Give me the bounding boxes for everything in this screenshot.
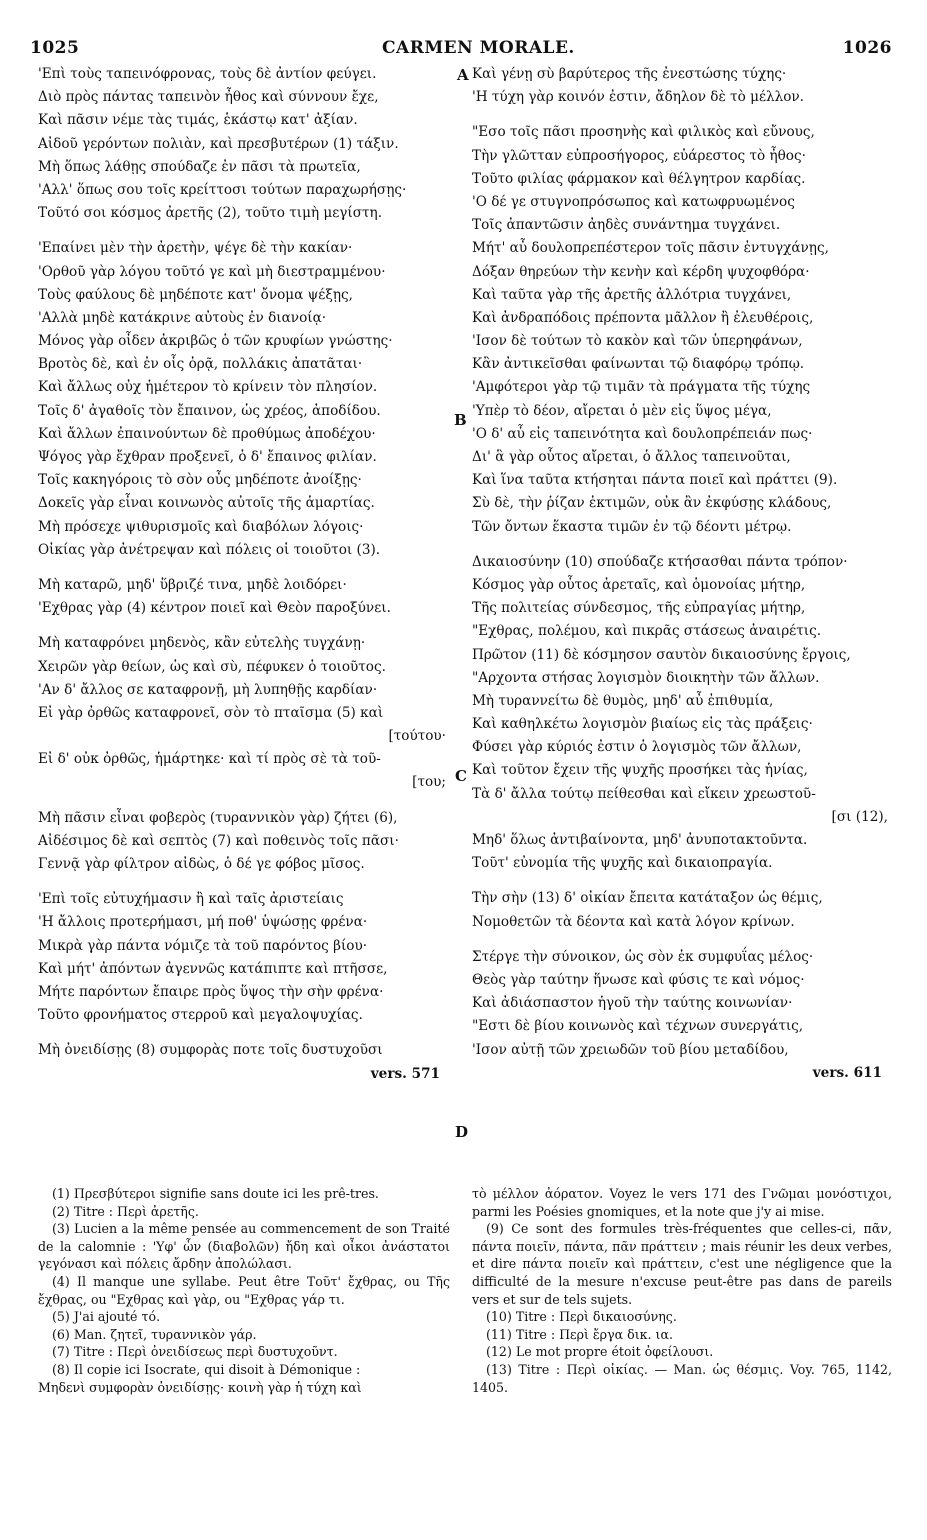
right-page-number: 1026 (842, 38, 892, 58)
verse-line: Μὴ καταφρόνει μηδενὸς, κἂν εὐτελὴς τυγχάνῃ· (38, 635, 366, 652)
footnote: (2) Titre : Περὶ ἀρετῆς. (52, 1203, 199, 1219)
margin-letter-b: B (454, 411, 467, 429)
verse-line: Κἂν ἀντικεῖσθαι φαίνωνται τῷ διαφόρῳ τρόπῳ. (472, 356, 805, 373)
verse-line: Οἰκίας γὰρ ἀνέτρεψαν καὶ πόλεις οἱ τοιοῦτοι (3). (38, 541, 381, 558)
footnote: (4) Il manque une syllabe. Peut être Τοῦτ' ἔχθρας, ou Τῆς ἔχθρας, ou "Εχθρας καὶ γὰρ, ou "Εχθρας γάρ τι. (38, 1273, 450, 1307)
verse-line: Καὶ ταῦτα γὰρ τῆς ἀρετῆς ἀλλότρια τυγχάνει, (472, 286, 792, 303)
verse-line: Δοκεῖς γὰρ εἶναι κοινωνὸς αὐτοῖς τῆς ἁμαρτίας. (38, 495, 375, 512)
verse-line: 'Ο δ' αὖ εἰς ταπεινότητα καὶ δουλοπρέπειάν πως· (472, 425, 813, 442)
verse-line: Μήτε παρόντων ἔπαιρε πρὸς ὕψος τὴν σὴν φρένα· (38, 983, 384, 1000)
verse-line: "Αρχοντα στήσας λογισμὸν διοικητὴν τῶν ἄλλων. (472, 669, 820, 686)
verse-line: Αἰδέσιμος δὲ καὶ σεπτὸς (7) καὶ ποθεινὸς τοῖς πᾶσι· (38, 832, 399, 849)
verse-line: Μὴ τυραννείτω δὲ θυμὸς, μηδ' αὖ ἐπιθυμία, (472, 692, 774, 709)
verse-line: Εἰ γὰρ ὀρθῶς καταφρονεῖ, σὸν τὸ πταῖσμα (5) καὶ (38, 704, 384, 721)
verse-line: Δόξαν θηρεύων τὴν κενὴν καὶ κέρδη ψυχοφθόρα· (472, 263, 810, 280)
verse-line: Μὴ πρόσεχε ψιθυρισμοῖς καὶ διαβόλων λόγοις· (38, 518, 364, 535)
verse-line: Τὰ δ' ἄλλα τούτῳ πείθεσθαι καὶ εἴκειν χρεωστοῦ- (472, 785, 816, 802)
verse-line: Καὶ ἄλλως οὐχ ἡμέτερον τὸ κρίνειν τὸν πλησίον. (38, 379, 378, 396)
footnote: (10) Titre : Περὶ δικαιοσύνης. (486, 1309, 677, 1325)
footnote: (7) Titre : Περὶ ὀνειδίσεως περὶ δυστυχοῦντ. (52, 1344, 338, 1360)
stanza (472, 551, 892, 876)
verse-line: Μὴ πᾶσιν εἶναι φοβερὸς (τυραννικὸν γὰρ) ζήτει (6), (38, 809, 398, 826)
verse-line: 'Επαίνει μὲν τὴν ἀρετὴν, ψέγε δὲ τὴν κακίαν· (38, 240, 353, 257)
footnote-continuation: τὸ μέλλον ἀόρατον. Voyez le vers 171 des Γνῶμαι μονόστιχοι, parmi les Poésies gnomiques, et la note que j'y ai mise. (472, 1186, 892, 1219)
footnote: (9) Ce sont des formules très-fréquentes que celles-ci, πᾶν, πάντα ποιεῖν, πάντα, πᾶν πράττειν ; mais réunir les deux verbes, et dire πάντα ποιεῖν καὶ πράττειν, c'est une négligence que la difficulté de la mesure n'excuse peut-être pas dans de pareils vers et sur de tels sujets. (472, 1221, 892, 1307)
verse-line: Δικαιοσύνην (10) σπούδαζε κτήσασθαι πάντα τρόπον· (472, 553, 848, 570)
stanza (472, 946, 892, 1062)
footnote: (12) Le mot propre étoit ὀφείλουσι. (486, 1344, 714, 1360)
verse-line: Μὴ καταρῶ, μηδ' ὕβριζέ τινα, μηδὲ λοιδόρει· (38, 576, 347, 593)
verse-line: Καὶ γένῃ σὺ βαρύτερος τῆς ἐνεστώσης τύχης· (472, 66, 787, 82)
stanza (472, 63, 892, 109)
footnotes-right (472, 1185, 892, 1396)
verse-line: Καὶ ἀδιάσπαστον ἡγοῦ τὴν ταύτης κοινωνίαν· (472, 995, 793, 1012)
margin-letter-c: C (455, 767, 467, 785)
verse-line: Καὶ ἄλλων ἐπαινούντων δὲ προθύμως ἀποδέχου· (38, 425, 376, 442)
verse-line: Μικρὰ γὰρ πάντα νόμιζε τὰ τοῦ παρόντος βίου· (38, 937, 368, 954)
verse-line: Νομοθετῶν τὰ δέοντα καὶ κατὰ λόγον κρίνων. (472, 913, 795, 930)
verse-line: Μὴ ὅπως λάθῃς σπούδαζε ἐν πᾶσι τὰ πρωτεῖα, (38, 158, 361, 175)
footnotes-left (38, 1185, 450, 1396)
footnote-continuation: Μηδενὶ συμφορὰν ὀνειδίσῃς· κοινὴ γὰρ ἡ τύχη καὶ (38, 1379, 362, 1395)
verse-line: Τὴν γλῶτταν εὐπροσήγορος, εὐάρεστος τὸ ἦθος· (472, 147, 806, 164)
verse-line: Γεννᾷ γὰρ φίλτρον αἰδὼς, ὁ δέ γε φόβος μῖσος. (38, 856, 365, 872)
footnote: (13) Titre : Περὶ οἰκίας. — Man. ὡς θέσμις. Voy. 765, 1142, 1405. (472, 1361, 892, 1395)
running-header (30, 38, 892, 60)
verse-line: Στέργε τὴν σύνοικον, ὡς σὸν ἐκ συμφυΐας μέλος· (472, 948, 814, 965)
verse-line: Τοῖς δ' ἀγαθοῖς τὸν ἔπαινον, ὡς χρέος, ἀποδίδου. (38, 402, 381, 419)
verse-line: Καὶ καθηλκέτω λογισμὸν βιαίως εἰς τὰς πράξεις· (472, 716, 813, 733)
verse-line: 'Επὶ τοὺς ταπεινόφρονας, τοὺς δὲ ἀντίον φεύγει. (38, 66, 377, 82)
verse-line: Αἰδοῦ γερόντων πολιὰν, καὶ πρεσβυτέρων (1) τάξιν. (38, 135, 399, 152)
verse-line: Κόσμος γὰρ οὗτος ἀρεταῖς, καὶ ὁμονοίας μήτηρ, (472, 576, 806, 593)
verse-line: Χειρῶν γὰρ θείων, ὡς καὶ σὺ, πέφυκεν ὁ τοιοῦτος. (38, 658, 386, 675)
stanza (38, 63, 450, 225)
footnote: (11) Titre : Περὶ ἔργα δικ. ια. (486, 1326, 673, 1342)
verse-line: Τοῦτο φιλίας φάρμακον καὶ θέλγητρον καρδίας. (472, 170, 806, 187)
verse-line: "Εχθρας, πολέμου, καὶ πικρᾶς στάσεως ἀναιρέτις. (472, 623, 822, 640)
verse-line: Τῶν ὄντων ἕκαστα τιμῶν ἐν τῷ δέοντι μέτρῳ. (472, 518, 792, 535)
verse-line: 'Η τύχη γὰρ κοινόν ἐστιν, ἄδηλον δὲ τὸ μέλλον. (472, 89, 804, 106)
verse-line: Σὺ δὲ, τὴν ῥίζαν ἐκτιμῶν, οὐκ ἂν ἐκφύσῃς κλάδους, (472, 495, 832, 512)
page-title: CARMEN MORALE. (382, 38, 575, 58)
verse-line: Καὶ τοῦτον ἔχειν τῆς ψυχῆς προσήκει τὰς ἡνίας, (472, 762, 808, 779)
stanza (38, 574, 450, 620)
verse-line: Μήτ' αὖ δουλοπρεπέστερον τοῖς πᾶσιν ἐντυγχάνῃς, (472, 240, 829, 257)
footnote: (6) Man. ζητεῖ, τυραννικὸν γάρ. (52, 1326, 257, 1342)
footnote: (5) J'ai ajouté τό. (52, 1309, 161, 1325)
verse-line: 'Η ἄλλοις προτερήμασι, μή ποθ' ὑψώσῃς φρένα· (38, 914, 368, 931)
footnote: (3) Lucien a la même pensée au commencement de son Traité de la calomnie : 'Υφ' ὧν (διαβολῶν) ἤδη καὶ οἶκοι ἀνάστατοι γεγόνασι καὶ πόλεις ἄρδην ἀπολώλασι. (38, 1221, 450, 1272)
verse-line: Διὸ πρὸς πάντας ταπεινὸν ἦθος καὶ σύννουν ἔχε, (38, 89, 379, 106)
verse-line: Θεὸς γὰρ ταύτην ἥνωσε καὶ φύσις τε καὶ νόμος· (472, 971, 805, 988)
verse-line: 'Ισον δὲ τούτων τὸ κακὸν καὶ τῶν ὑπερηφάνων, (472, 333, 803, 350)
verse-line: Τοῖς ἀπαντῶσιν ἀηδὲς συνάντημα τυγχάνει. (472, 217, 781, 234)
margin-letter-d: D (455, 1123, 469, 1141)
verse-line: Πρῶτον (11) δὲ κόσμησον σαυτὸν δικαιοσύνης ἔργοις, (472, 646, 851, 663)
verse-count: vers. 571 (370, 1065, 440, 1082)
verse-line: Τοῦτ' εὐνομία τῆς ψυχῆς καὶ δικαιοπραγία. (472, 855, 773, 872)
stanza (472, 887, 892, 933)
verse-line: "Εσο τοῖς πᾶσι προσηνὴς καὶ φιλικὸς καὶ εὔνους, (472, 124, 815, 141)
verse-line: 'Αλλ' ὅπως σου τοῖς κρείττοσι τούτων παραχωρήσῃς· (38, 181, 407, 198)
footnote: (8) Il copie ici Isocrate, qui disoit à Démonique : (52, 1361, 361, 1377)
verse-line: Καὶ ἀνδραπόδοις πρέποντα μᾶλλον ἢ ἐλευθέροις, (472, 309, 814, 326)
left-column (38, 63, 450, 1086)
verse-line: 'Ο δέ γε στυγνοπρόσωπος καὶ κατωφρυωμένος (472, 193, 795, 210)
verse-line: 'Επὶ τοῖς εὐτυχήμασιν ἢ καὶ ταῖς ἀριστείαις (38, 891, 344, 908)
stanza (38, 1039, 450, 1062)
verse-line: Βροτὸς δὲ, καὶ ἐν οἷς ὁρᾷ, πολλάκις ἀπατᾶται· (38, 356, 363, 373)
stanza (38, 632, 450, 794)
verse-line: Καὶ μήτ' ἀπόντων ἀγεννῶς κατάπιπτε καὶ πτῆσσε, (38, 960, 388, 977)
verse-line: Φύσει γὰρ κύριός ἐστιν ὁ λογισμὸς τῶν ἄλλων, (472, 739, 802, 756)
verse-count: vers. 611 (812, 1064, 882, 1081)
verse-line: 'Υπὲρ τὸ δέον, αἴρεται ὁ μὲν εἰς ὕψος μέγα, (472, 402, 772, 419)
verse-line: Καὶ πᾶσιν νέμε τὰς τιμάς, ἑκάστῳ κατ' ἀξίαν. (38, 112, 358, 129)
verse-line: Μηδ' ὅλως ἀντιβαίνοντα, μηδ' ἀνυποτακτοῦντα. (472, 832, 808, 848)
verse-line-continuation: [τούτου· (388, 728, 446, 745)
stanza (38, 237, 450, 562)
left-page-number: 1025 (30, 38, 80, 58)
verse-line: Μόνος γὰρ οἶδεν ἀκριβῶς ὁ τῶν κρυφίων γνώστης· (38, 333, 393, 350)
verse-line: Μὴ ὀνειδίσῃς (8) συμφορὰς ποτε τοῖς δυστυχοῦσι (38, 1042, 383, 1059)
verse-line: Δι' ἃ γὰρ οὗτος αἴρεται, ὁ ἄλλος ταπεινοῦται, (472, 449, 791, 465)
stanza (38, 888, 450, 1027)
verse-line: Εἰ δ' οὐκ ὀρθῶς, ἡμάρτηκε· καὶ τί πρὸς σὲ τὰ τοῦ- (38, 751, 381, 768)
right-column (472, 63, 892, 1085)
footnote: (1) Πρεσβύτεροι signifie sans doute ici les prê-tres. (52, 1186, 379, 1201)
verse-line: 'Ορθοῦ γὰρ λόγου τοῦτό γε καὶ μὴ διεστραμμένου· (38, 263, 386, 280)
verse-line: Τοῦτό σοι κόσμος ἀρετῆς (2), τοῦτο τιμὴ μεγίστη. (38, 205, 383, 222)
verse-line: Καὶ ἵνα ταῦτα κτήσηται πάντα ποιεῖ καὶ πράττει (9). (472, 472, 838, 489)
verse-line: Ψόγος γὰρ ἔχθραν προξενεῖ, ὁ δ' ἔπαινος φιλίαν. (38, 449, 377, 465)
verse-line: Τοὺς φαύλους δὲ μηδέποτε κατ' ὄνομα ψέξῃς, (38, 286, 353, 303)
verse-line: 'Ισον αὐτῇ τῶν χρειωδῶν τοῦ βίου μεταδίδου, (472, 1041, 789, 1058)
stanza (38, 807, 450, 877)
verse-line: "Εστι δὲ βίου κοινωνὸς καὶ τέχνων συνεργάτις, (472, 1018, 804, 1035)
verse-line: 'Εχθρας γὰρ (4) κέντρον ποιεῖ καὶ Θεὸν παροξύνει. (38, 600, 391, 617)
verse-line: Τὴν σὴν (13) δ' οἰκίαν ἔπειτα κατάταξον ὡς θέμις, (472, 890, 823, 907)
verse-line: 'Αλλὰ μηδὲ κατάκρινε αὐτοὺς ἐν διανοίᾳ· (38, 309, 327, 326)
verse-line: Τοῖς κακηγόροις τὸ σὸν οὖς μηδέποτε ἀνοίξῃς· (38, 472, 362, 489)
stanza (472, 121, 892, 538)
verse-line: Τῆς πολιτείας σύνδεσμος, τῆς εὐπραγίας μήτηρ, (472, 600, 806, 617)
verse-line: Τοῦτο φρονήματος στερροῦ καὶ μεγαλοψυχίας. (38, 1007, 363, 1024)
verse-line: 'Αν δ' ἄλλος σε καταφρονῇ, μὴ λυπηθῇς καρδίαν· (38, 681, 378, 698)
verse-line: 'Αμφότεροι γὰρ τῷ τιμᾶν τὰ πράγματα τῆς τύχης (472, 379, 811, 396)
verse-line-continuation: [του; (412, 774, 446, 791)
verse-line-continuation: [σι (12), (831, 808, 888, 825)
margin-letter-a: A (457, 66, 469, 84)
